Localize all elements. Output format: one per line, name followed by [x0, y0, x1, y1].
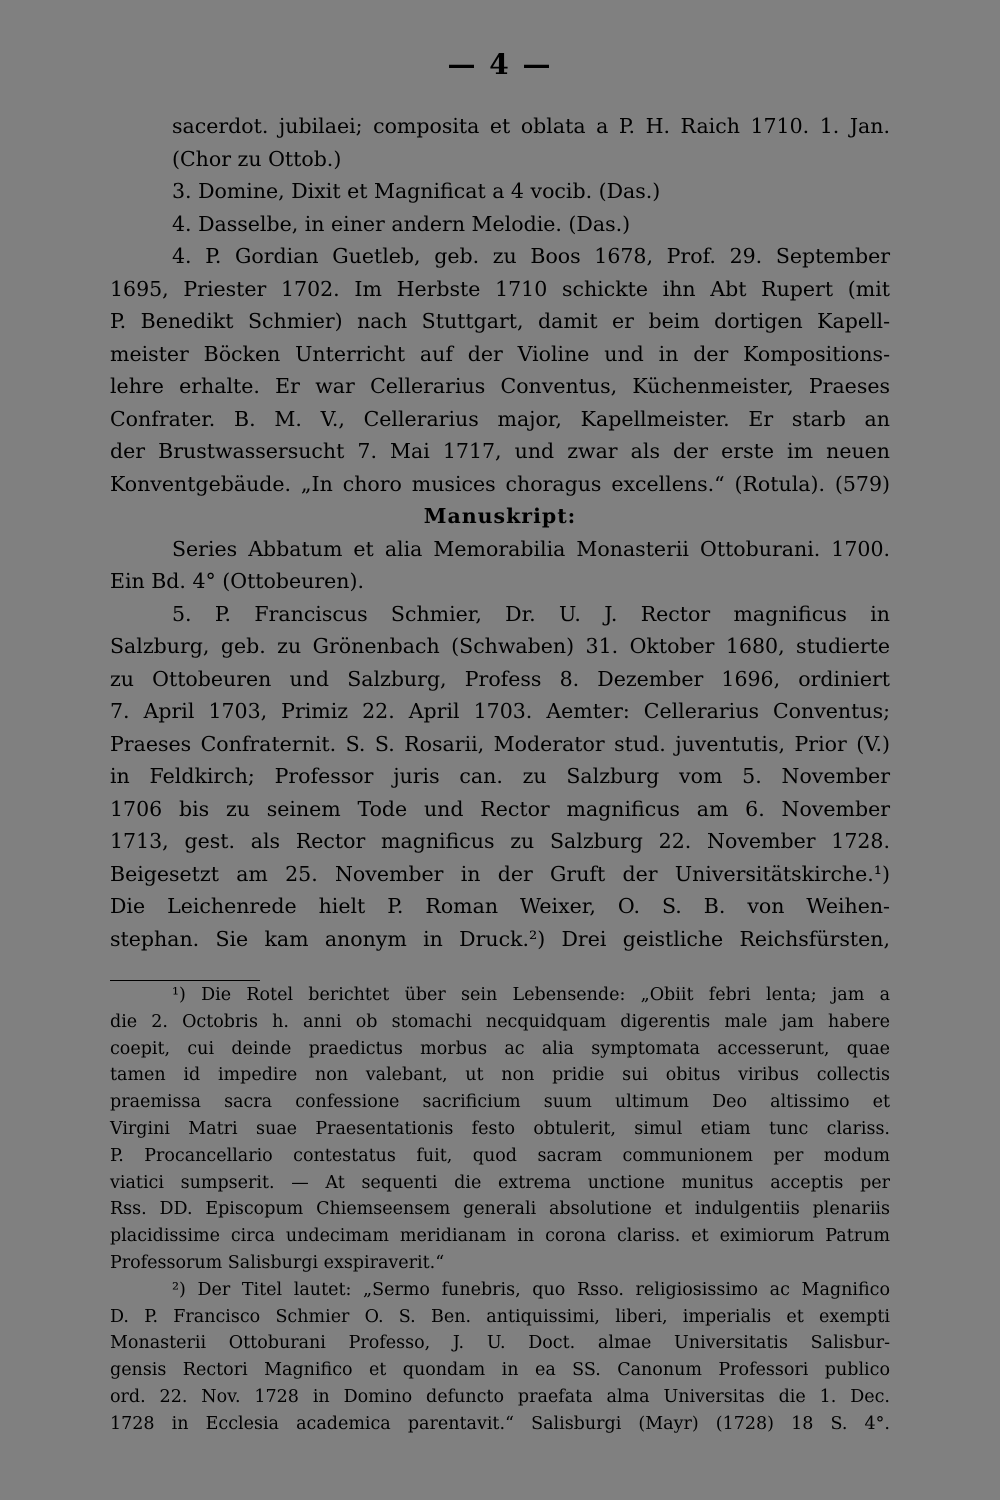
body-line: 7. April 1703, Primiz 22. April 1703. Aemter: Cellerarius Conventus;: [110, 699, 890, 723]
body-line: 4. P. Gordian Guetleb, geb. zu Boos 1678, Prof. 29. September: [172, 244, 890, 268]
footnote-line: P. Procancellario contestatus fuit, quod sacram communionem per modum: [110, 1145, 890, 1166]
body-line: Beigesetzt am 25. November in der Gruft der Universitätskirche.¹): [110, 861, 890, 886]
footnote-line: ord. 22. Nov. 1728 in Domino defuncto praefata alma Universitas die 1. Dec.: [110, 1386, 890, 1407]
body-line: Die Leichenrede hielt P. Roman Weixer, O. S. B. von Weihen-: [110, 894, 890, 918]
footnotes: [110, 980, 890, 1438]
footnote-line: coepit, cui deinde praedictus morbus ac alia symptomata accesserunt, quae: [110, 1038, 890, 1059]
body-line: 3. Domine, Dixit et Magnificat a 4 vocib. (Das.): [172, 179, 661, 203]
body-line: 1695, Priester 1702. Im Herbste 1710 schickte ihn Abt Rupert (mit: [110, 276, 890, 301]
body-line: Salzburg, geb. zu Grönenbach (Schwaben) 31. Oktober 1680, studierte: [110, 634, 890, 658]
page-number: — 4 —: [447, 48, 553, 81]
main-text: [110, 110, 890, 955]
footnote-line: tamen id impedire non valebant, ut non pridie sui obitus viribus collectis: [110, 1065, 890, 1086]
body-line: lehre erhalte. Er war Cellerarius Conventus, Küchenmeister, Praeses: [110, 374, 890, 398]
footnote-line: viatici sumpserit. — At sequenti die extrema unctione munitus acceptis per: [110, 1172, 890, 1193]
body-line: zu Ottobeuren und Salzburg, Profess 8. Dezember 1696, ordiniert: [110, 666, 890, 691]
footnote-line: gensis Rectori Magnifico et quondam in ea SS. Canonum Professori publico: [110, 1360, 890, 1381]
body-line: 5. P. Franciscus Schmier, Dr. U. J. Rector magnificus in: [172, 601, 890, 626]
footnote-line: placidissime circa undecimam meridianam in corona clariss. et eximiorum Patrum: [110, 1226, 890, 1247]
body-line: Series Abbatum et alia Memorabilia Monasterii Ottoburani. 1700.: [172, 536, 890, 561]
footnote-line: D. P. Francisco Schmier O. S. Ben. antiquissimi, liberi, imperialis et exempti: [110, 1306, 890, 1327]
body-line: 1713, gest. als Rector magnificus zu Salzburg 22. November 1728.: [110, 829, 890, 853]
body-line: 1706 bis zu seinem Tode und Rector magnificus am 6. November: [110, 796, 890, 821]
body-line: in Feldkirch; Professor juris can. zu Salzburg vom 5. November: [110, 764, 890, 788]
footnote-line: praemissa sacra confessione sacrificium suum ultimum Deo altissimo et: [110, 1092, 890, 1113]
footnote-line: Rss. DD. Episcopum Chiemseensem generali absolutione et indulgentiis plenariis: [110, 1199, 890, 1220]
footnote-line: Professorum Salisburgi exspiraverit.“: [110, 1252, 445, 1273]
body-line: 4. Dasselbe, in einer andern Melodie. (Das.): [172, 211, 631, 236]
body-line: der Brustwassersucht 7. Mai 1717, und zwar als der erste im neuen: [110, 439, 890, 463]
body-line: Confrater. B. M. V., Cellerarius major, Kapellmeister. Er starb an: [110, 406, 890, 431]
body-line: Ein Bd. 4° (Ottobeuren).: [110, 569, 364, 593]
footnote-line: ¹) Die Rotel berichtet über sein Lebensende: „Obiit febri lenta; jam a: [172, 985, 890, 1005]
body-line: Konventgebäude. „In choro musices choragus excellens.“ (Rotula). (579): [110, 471, 890, 496]
footnote-line: ²) Der Titel lautet: „Sermo funebris, quo Rsso. religiosissimo ac Magnifico: [172, 1279, 890, 1300]
body-line: Manuskript:: [423, 504, 577, 528]
body-line: (Chor zu Ottob.): [172, 146, 342, 171]
footnote-line: Monasterii Ottoburani Professo, J. U. Doct. almae Universitatis Salisbur-: [110, 1333, 890, 1354]
body-line: P. Benedikt Schmier) nach Stuttgart, damit er beim dortigen Kapell-: [110, 309, 890, 333]
body-line: Praeses Confraternit. S. S. Rosarii, Moderator stud. juventutis, Prior (V.): [110, 731, 890, 756]
body-line: meister Böcken Unterricht auf der Violine und in der Kompositions-: [110, 341, 890, 366]
footnote-line: die 2. Octobris h. anni ob stomachi necquidquam digerentis male jam habere: [110, 1011, 890, 1032]
body-line: sacerdot. jubilaei; composita et oblata a P. H. Raich 1710. 1. Jan.: [172, 114, 890, 138]
footnote-line: 1728 in Ecclesia academica parentavit.“ Salisburgi (Mayr) (1728) 18 S. 4°.: [110, 1413, 890, 1434]
body-line: stephan. Sie kam anonym in Druck.²) Drei geistliche Reichsfürsten,: [110, 926, 890, 951]
footnote-line: Virgini Matri suae Praesentationis festo obtulerit, simul etiam tunc clariss.: [110, 1118, 890, 1139]
